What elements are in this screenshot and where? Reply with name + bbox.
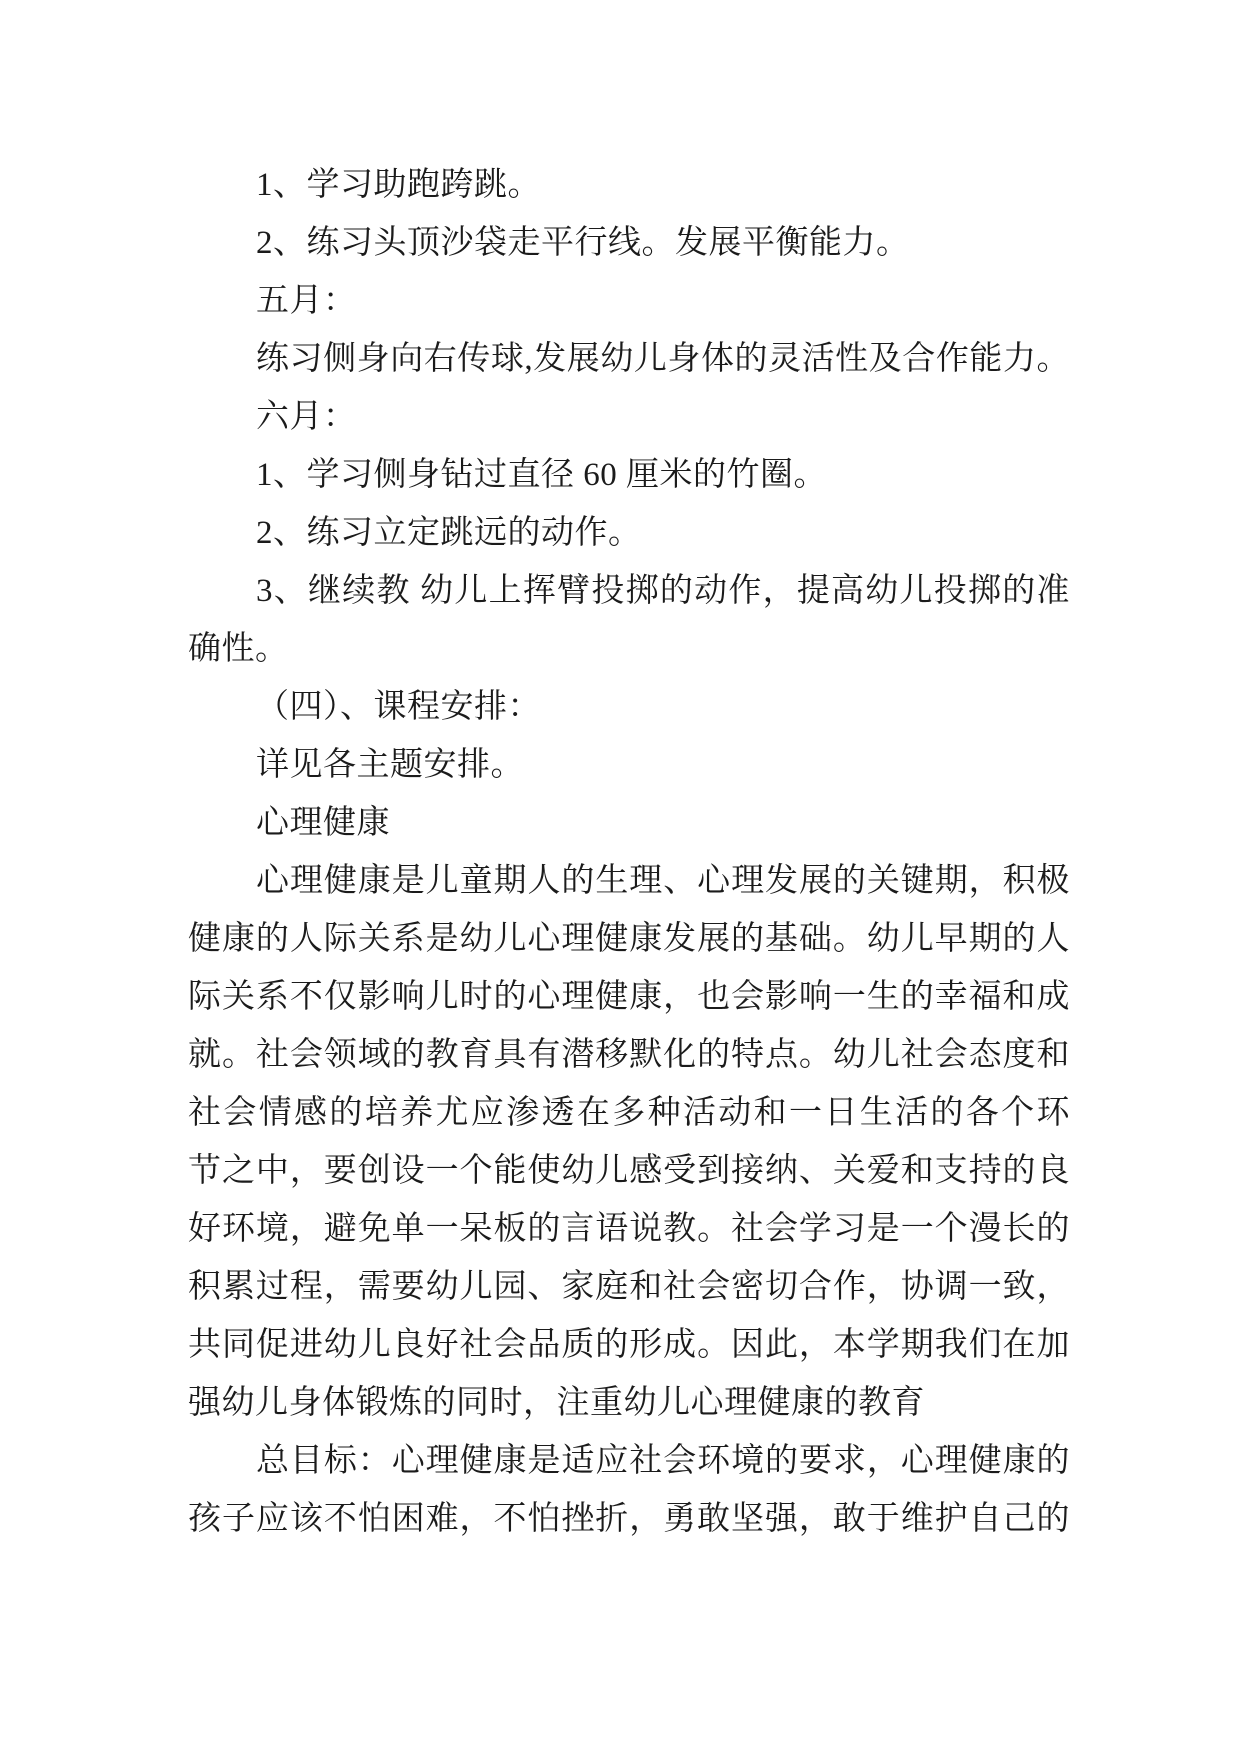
text-line: 六月： <box>256 399 357 435</box>
text-line: 节之中，要创设一个能使幼儿感受到接纳、关爱和支持的良 <box>188 1153 1070 1189</box>
document-body <box>188 156 1070 1548</box>
text-line: 共同促进幼儿良好社会品质的形成。因此，本学期我们在加 <box>188 1327 1070 1363</box>
text-line: 总目标：心理健康是适应社会环境的要求，心理健康的 <box>256 1443 1070 1479</box>
text-line: 详见各主题安排。 <box>256 747 524 783</box>
text-line: 1、学习助跑跨跳。 <box>256 167 541 203</box>
text-line: 五月： <box>256 283 357 319</box>
text-line: 社会情感的培养尤应渗透在多种活动和一日生活的各个环 <box>188 1095 1070 1131</box>
text-line: 心理健康是儿童期人的生理、心理发展的关键期，积极 <box>256 863 1070 899</box>
text-line: 际关系不仅影响儿时的心理健康，也会影响一生的幸福和成 <box>188 979 1070 1015</box>
text-line: 好环境，避免单一呆板的言语说教。社会学习是一个漫长的 <box>188 1211 1070 1247</box>
text-line: 3、继续教 幼儿上挥臂投掷的动作，提高幼儿投掷的准 <box>256 573 1070 609</box>
text-line: 1、学习侧身钻过直径 60 厘米的竹圈。 <box>256 457 827 493</box>
text-line: 强幼儿身体锻炼的同时，注重幼儿心理健康的教育 <box>188 1385 925 1421</box>
text-line: 就。社会领域的教育具有潜移默化的特点。幼儿社会态度和 <box>188 1037 1070 1073</box>
text-line: 心理健康 <box>256 805 390 841</box>
text-line: 2、练习立定跳远的动作。 <box>256 515 642 551</box>
text-line: 积累过程，需要幼儿园、家庭和社会密切合作，协调一致， <box>188 1269 1070 1305</box>
text-line: 2、练习头顶沙袋走平行线。发展平衡能力。 <box>256 225 910 261</box>
text-line: 确性。 <box>188 631 289 667</box>
text-line: （四）、课程安排： <box>256 689 541 725</box>
text-line: 孩子应该不怕困难，不怕挫折，勇敢坚强，敢于维护自己的 <box>188 1501 1070 1537</box>
text-line: 健康的人际关系是幼儿心理健康发展的基础。幼儿早期的人 <box>188 921 1070 957</box>
text-line: 练习侧身向右传球,发展幼儿身体的灵活性及合作能力。 <box>256 341 1070 377</box>
